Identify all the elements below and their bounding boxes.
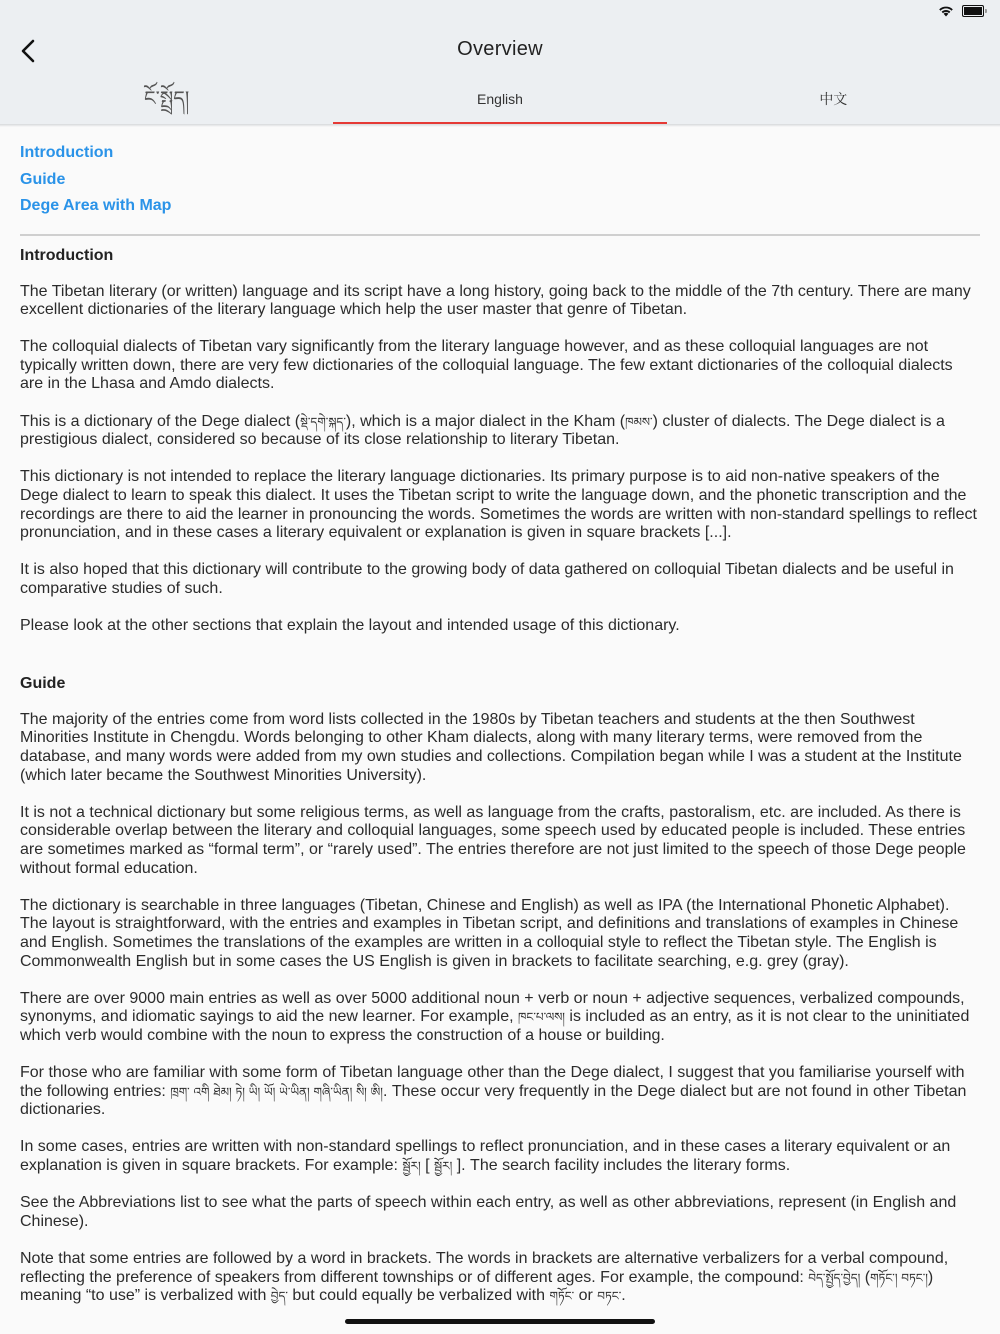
text: [ — [420, 1157, 435, 1175]
header-shadow — [0, 124, 1000, 127]
tibetan-term: སྡེ་དགེ་སྐད་ — [300, 414, 346, 429]
battery-icon — [962, 5, 984, 17]
intro-paragraph: The Tibetan literary (or written) language and its script have a long history, going back to the middle of the 7th century. There are many excellent dictionaries of the literary language which help the user master that genre of Tibetan. — [20, 282, 971, 319]
guide-paragraph: The dictionary is searchable in three languages (Tibetan, Chinese and English) as well as IPA (the International Phonetic Alphabet). The layout is straightforward, with the entries and examples in Tibetan script, and definitions and translations of examples in Chinese and English. Sometimes the translations of the examples are written in a colloquial style to reflect the Tibetan style. The English is Commonwealth English but in some cases the US English is given in brackets to facilitate searching, e.g. grey (gray). — [20, 896, 959, 970]
guide-heading: Guide — [20, 674, 66, 692]
text: There are over 9000 main entries as well as over 5000 additional noun + verb or noun + adjective sequences, verbalized compounds, synonyms, and idiomatic sayings to aid the new learner. For example, — [20, 989, 965, 1026]
tibetan-term: གཏོང་ — [549, 1289, 575, 1304]
tibetan-term: གཏོང་། བཏང་། — [870, 1270, 928, 1285]
text: This is a dictionary of the Dege dialect ( — [20, 412, 301, 430]
content — [20, 140, 980, 1324]
text: . — [621, 1287, 626, 1305]
introduction-heading: Introduction — [20, 246, 114, 264]
toc-link-introduction[interactable]: Introduction — [20, 144, 114, 161]
intro-paragraph: It is also hoped that this dictionary will contribute to the growing body of data gathered on colloquial Tibetan dialects and be useful in comparative studies of such. — [20, 561, 954, 597]
language-tabs — [0, 76, 1000, 124]
text: ]. The search facility includes the literary forms. — [452, 1157, 791, 1175]
guide-paragraph: It is not a technical dictionary but some religious terms, as well as language from the crafts, pastoralism, etc. are included. As there is considerable overlap between the literary and colloquial languages, some speech used by educated people is included. These entries are sometimes marked as “formal term”, or “rarely used”. The entries therefore are not just limited to the speech of those Dege people without formal education. — [20, 803, 966, 877]
guide-paragraph — [20, 990, 980, 1046]
text: . These occur very frequently in the Dege dialect but are not found in other Tibetan dictionaries. — [20, 1082, 967, 1119]
tibetan-term: སྦྱོར། — [434, 1159, 453, 1174]
divider — [20, 234, 980, 236]
introduction-section — [20, 245, 980, 636]
text: Note that some entries are followed by a word in brackets. The words in brackets are alternative verbalizers for a verbal compound, reflecting the preference of speakers from different townships or of different ages. For example, the compound: — [20, 1250, 949, 1286]
nav-bar — [0, 28, 1000, 72]
guide-paragraph: See the Abbreviations list to see what the parts of speech within each entry, as well as other abbreviations, represent (in English and Chinese). — [20, 1194, 957, 1230]
tibetan-term: ཁྲག་ འགི ཐེམ། ཏེ། ཡི། ཡོ། ཡེ་ཡིན། གཞི་ཡིན། སི། ཨི། — [170, 1084, 383, 1099]
wifi-icon — [938, 5, 954, 17]
toc-link-dege-area-map[interactable]: Dege Area with Map — [20, 197, 172, 214]
text: ) meaning “to use” is verbalized with — [20, 1268, 934, 1305]
page-title: Overview — [457, 38, 543, 60]
tab-chinese[interactable]: 中文 — [819, 91, 848, 107]
guide-paragraph — [20, 1250, 980, 1306]
guide-section — [20, 673, 980, 1306]
tibetan-term: ཁང་པ་ལས། — [518, 1010, 565, 1025]
text: but could equally be verbalized with — [287, 1287, 550, 1305]
guide-paragraph — [20, 1138, 980, 1175]
tibetan-term: སྦྱོར། — [402, 1159, 421, 1174]
text: For those who are familiar with some form of Tibetan language other than the Dege dialect, I suggest that you familiarise yourself with the following entries: — [20, 1064, 965, 1100]
header — [0, 0, 1000, 124]
text: or — [574, 1287, 598, 1305]
status-icons — [938, 5, 984, 17]
intro-paragraph: Please look at the other sections that explain the layout and intended usage of this dictionary. — [20, 617, 680, 635]
guide-paragraph — [20, 1064, 980, 1120]
text: In some cases, entries are written with non-standard spellings to reflect pronunciation, and in these cases a literary equivalent or an explanation is given in square brackets. For example: — [20, 1138, 951, 1175]
text: ), which is a major dialect in the Kham ( — [345, 412, 626, 430]
intro-paragraph — [20, 413, 980, 450]
text: ( — [860, 1268, 871, 1286]
text: is included as an entry, as it is not clear to the uninitiated which verb would combine with the noun to express the construction of a house or building. — [20, 1008, 970, 1044]
tibetan-term: བཏང་ — [597, 1289, 622, 1304]
tibetan-term: ཁམས་ — [625, 414, 653, 429]
toc-link-guide[interactable]: Guide — [20, 170, 66, 188]
table-of-contents — [20, 140, 980, 220]
text: ) cluster of dialects. The Dege dialect is a prestigious dialect, considered so because of its close relationship to literary Tibetan. — [20, 412, 945, 449]
tab-english[interactable]: English — [333, 76, 666, 124]
tab-tibetan[interactable]: ངོ་སྤྲོད། — [144, 88, 190, 110]
tibetan-term: བྱེད་ — [270, 1289, 288, 1304]
intro-paragraph: The colloquial dialects of Tibetan vary significantly from the literary language however, and as these colloquial languages are not typically written down, there are very few dictionaries of the colloquial language. The few extant dictionaries of the colloquial dialects are in the Lhasa and Amdo dialects. — [20, 338, 953, 393]
guide-paragraph: The majority of the entries come from word lists collected in the 1980s by Tibetan teachers and students at the then Southwest Minorities Institute in Chengdu. Words belonging to other Kham dialects, along with many literary terms, were removed from the database, and many words were added from my own studies and collections. Compilation began while I was a student at the Institute (which later became the Southwest Minorities University). — [20, 710, 962, 784]
home-indicator[interactable] — [345, 1319, 655, 1324]
tibetan-term: བེད་སྤྱོད་བྱེད། — [808, 1270, 861, 1285]
intro-paragraph: This dictionary is not intended to replace the literary language dictionaries. Its primary purpose is to aid non-native speakers of the Dege dialect to learn to speak this dialect. It uses the Tibetan script to write the language down, and the phonetic transcription and the recordings are there to aid the learner in pronouncing the words. Sometimes the words are written with non-standard spellings to reflect pronunciation, and in these cases a literary equivalent or explanation is given in square brackets [...]. — [20, 468, 977, 542]
status-bar — [0, 0, 1000, 24]
